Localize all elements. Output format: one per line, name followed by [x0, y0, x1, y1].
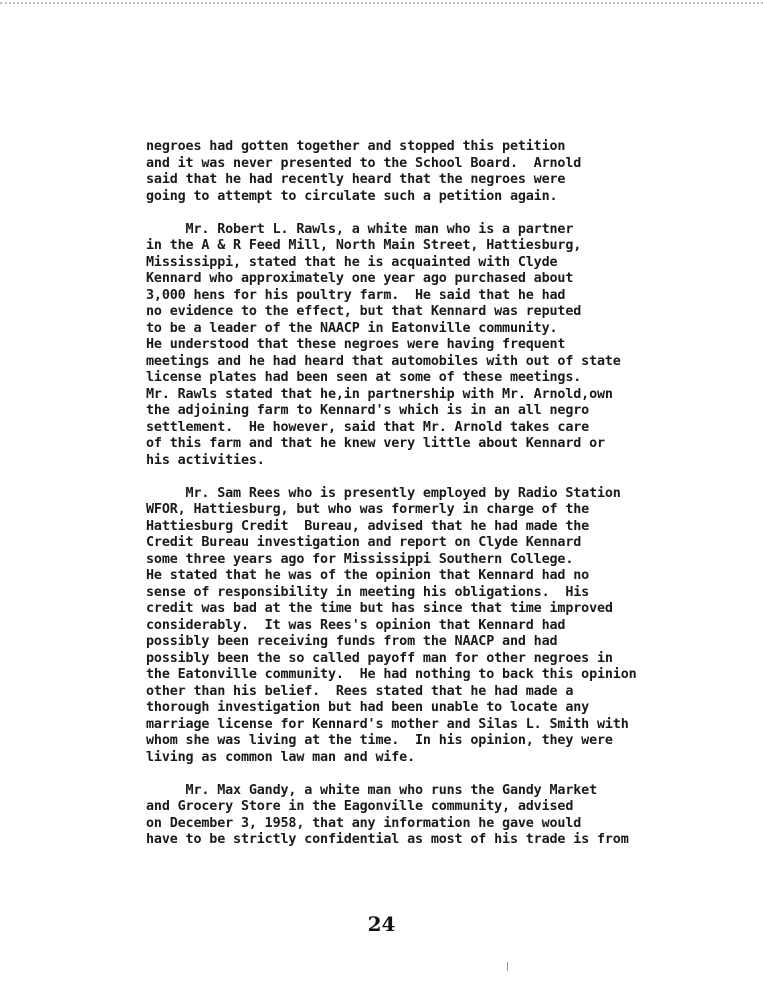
document-body	[146, 139, 726, 849]
paragraph-petition-continuation: negroes had gotten together and stopped this petition and it was never presented to the School Board. Arnold said that he had recently heard that the negroes were going to attempt to circulate such a petition again.	[146, 139, 582, 204]
paragraph-robert-rawls: Mr. Robert L. Rawls, a white man who is a partner in the A & R Feed Mill, North Main Street, Hattiesburg, Mississippi, stated that he is acquainted with Clyde Kennard who approximately one year ago purchased about 3,000 hens for his poultry farm. He said that he had no evidence to the effect, but that Kennard was reputed to be a leader of the NAACP in Eatonville community. He understood that these negroes were having frequent meetings and he had heard that automobiles with out of state license plates had been seen at some of these meetings. Mr. Rawls stated that he,in partnership with Mr. Arnold,own the adjoining farm to Kennard's which is in an all negro settlement. He however, said that Mr. Arnold takes care of this farm and that he knew very little about Kennard or his activities.	[146, 221, 621, 468]
top-edge-dotted-border	[0, 2, 763, 4]
scan-speck-mark	[507, 962, 508, 971]
paragraph-sam-rees: Mr. Sam Rees who is presently employed by Radio Station WFOR, Hattiesburg, but who was formerly in charge of the Hattiesburg Credit Bureau, advised that he had made the Credit Bureau investigation and report on Clyde Kennard some three years ago for Mississippi Southern College. He stated that he was of the opinion that Kennard had no sense of responsibility in meeting his obligations. His credit was bad at the time but has since that time improved considerably. It was Rees's opinion that Kennard had possibly been receiving funds from the NAACP and had possibly been the so called payoff man for other negroes in the Eatonville community. He had nothing to back this opinion other than his belief. Rees stated that he had made a thorough investigation but had been unable to locate any marriage license for Kennard's mother and Silas L. Smith with whom she was living at the time. In his opinion, they were living as common law man and wife.	[146, 485, 637, 765]
paragraph-max-gandy: Mr. Max Gandy, a white man who runs the Gandy Market and Grocery Store in the Eagonville community, advised on December 3, 1958, that any information he gave would have to be strictly confidential as most of his trade is from	[146, 782, 629, 847]
page-number: 24	[367, 912, 396, 936]
